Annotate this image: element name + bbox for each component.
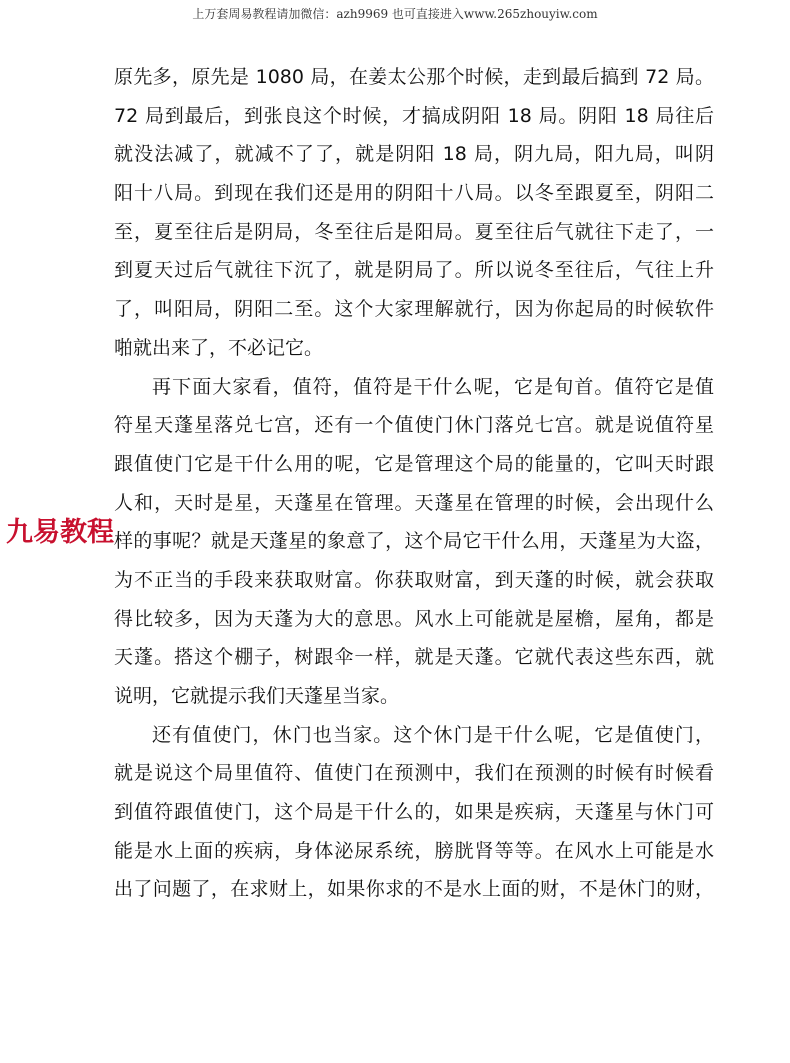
paragraph-1 — [114, 58, 714, 368]
text-line: 再下面大家看，值符，值符是干什么呢，它是旬首。值符它是值 — [152, 375, 714, 398]
text-line: 阳十八局。到现在我们还是用的阴阳十八局。以冬至跟夏至，阴阳二 — [114, 182, 714, 205]
text-line: 原先多，原先是 1080 局，在姜太公那个时候，走到最后搞到 72 局。 — [114, 66, 714, 88]
document-body — [114, 58, 714, 909]
text-line: 了，叫阳局，阴阳二至。这个大家理解就行，因为你起局的时候软件 — [114, 298, 714, 321]
watermark-logo: 九易教程 — [6, 517, 114, 548]
text-line: 样的事呢？就是天蓬星的象意了，这个局它干什么用，天蓬星为大盗， — [114, 530, 714, 553]
text-line: 就是说这个局里值符、值使门在预测中，我们在预测的时候有时候看 — [114, 762, 714, 785]
text-line: 72 局到最后，到张良这个时候，才搞成阴阳 18 局。阴阳 18 局往后 — [114, 104, 714, 127]
text-line: 为不正当的手段来获取财富。你获取财富，到天蓬的时候，就会获取 — [114, 568, 714, 591]
text-line: 至，夏至往后是阴局，冬至往后是阳局。夏至往后气就往下走了，一 — [114, 220, 714, 243]
paragraph-2 — [114, 368, 714, 716]
text-line: 能是水上面的疾病，身体泌尿系统，膀胱肾等等。在风水上可能是水 — [114, 839, 714, 862]
text-line: 跟值使门它是干什么用的呢，它是管理这个局的能量的，它叫天时跟 — [114, 452, 714, 475]
text-line: 还有值使门，休门也当家。这个休门是干什么呢，它是值使门， — [152, 723, 714, 746]
paragraph-3 — [114, 716, 714, 909]
text-line: 到夏天过后气就往下沉了，就是阴局了。所以说冬至往后，气往上升 — [114, 259, 714, 282]
text-line: 说明，它就提示我们天蓬星当家。 — [114, 685, 400, 707]
text-line: 天蓬。搭这个棚子，树跟伞一样，就是天蓬。它就代表这些东西，就 — [114, 646, 714, 669]
text-line: 得比较多，因为天蓬为大的意思。风水上可能就是屋檐，屋角，都是 — [114, 607, 714, 630]
text-line: 人和，天时是星，天蓬星在管理。天蓬星在管理的时候，会出现什么 — [114, 491, 714, 514]
text-line: 啪就出来了，不必记它。 — [114, 336, 324, 359]
text-line: 就没法减了，就减不了了，就是阴阳 18 局，阴九局，阳九局，叫阴 — [114, 143, 714, 166]
text-line: 到值符跟值使门，这个局是干什么的，如果是疾病，天蓬星与休门可 — [114, 801, 714, 824]
text-line: 符星天蓬星落兑七宫，还有一个值使门休门落兑七宫。就是说值符星 — [114, 414, 714, 437]
page-header: 上万套周易教程请加微信：azh9969 也可直接进入www.265zhouyiw.com — [192, 7, 598, 21]
text-line: 出了问题了，在求财上，如果你求的不是水上面的财，不是休门的财， — [114, 878, 714, 901]
